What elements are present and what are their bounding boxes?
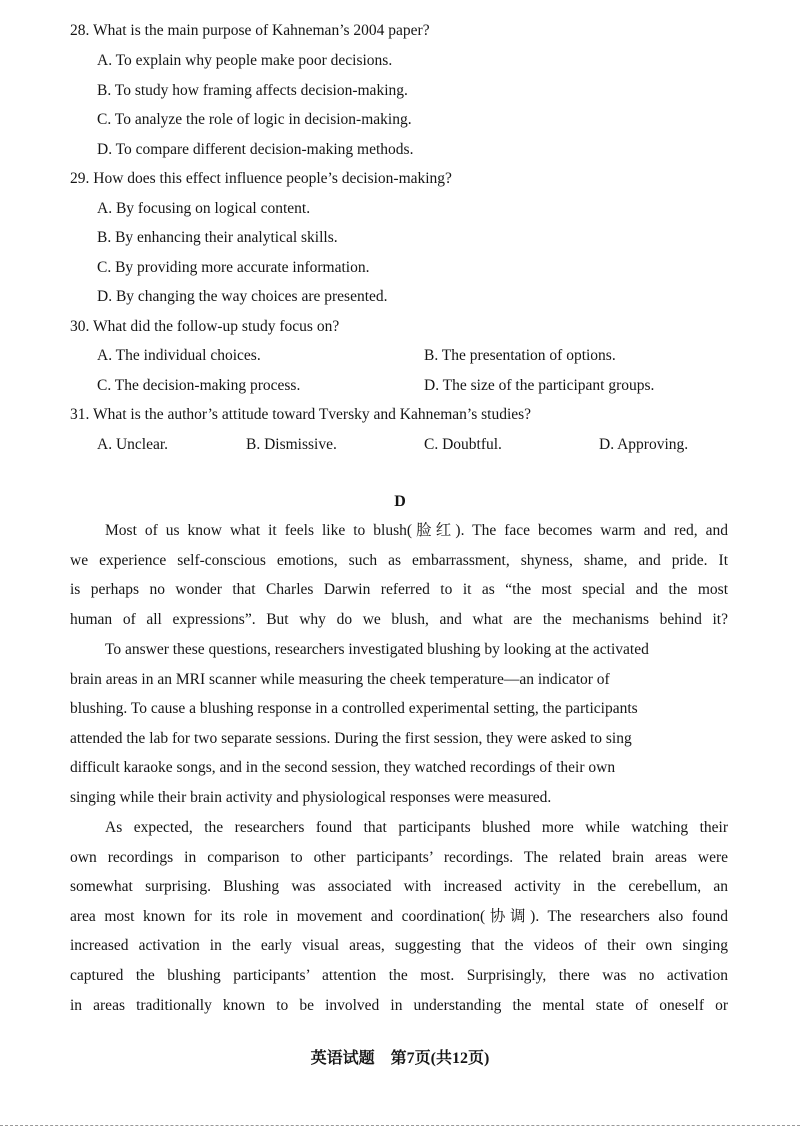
question-31-option-d: D. Approving. bbox=[599, 436, 689, 453]
passage-line: is perhaps no wonder that Charles Darwin referred to it as “the most special and the most bbox=[70, 581, 728, 599]
question-31-option-a: A. Unclear. bbox=[97, 436, 169, 453]
passage-line: we experience self-conscious emotions, such as embarrassment, shyness, shame, and pride. It bbox=[70, 551, 728, 569]
question-28-stem: 28. What is the main purpose of Kahneman’s 2004 paper? bbox=[70, 22, 430, 39]
question-31-stem: 31. What is the author’s attitude toward Tversky and Kahneman’s studies? bbox=[70, 406, 532, 423]
question-31-option-c: C. Doubtful. bbox=[424, 436, 502, 453]
question-29-stem: 29. How does this effect influence people’s decision-making? bbox=[70, 170, 452, 187]
passage-line: attended the lab for two separate sessions. During the first session, they were asked to sing bbox=[70, 729, 632, 747]
passage-line: singing while their brain activity and physiological responses were measured. bbox=[70, 788, 552, 806]
passage-line: in areas traditionally known to be involved in understanding the mental state of oneself or bbox=[70, 996, 728, 1014]
passage-paragraph-2 bbox=[70, 635, 728, 813]
question-29-option-d: D. By changing the way choices are presented. bbox=[97, 288, 388, 305]
question-29-option-c: C. By providing more accurate information. bbox=[97, 259, 370, 276]
question-30-option-b: B. The presentation of options. bbox=[424, 347, 616, 364]
passage-line: human of all expressions”. But why do we blush, and what are the mechanisms behind it? bbox=[70, 610, 728, 628]
question-30-option-d: D. The size of the participant groups. bbox=[424, 377, 655, 394]
passage-line: increased activation in the early visual areas, suggesting that the videos of their own singing bbox=[70, 937, 728, 955]
question-30-option-a: A. The individual choices. bbox=[97, 347, 261, 364]
question-29-option-a: A. By focusing on logical content. bbox=[97, 200, 311, 217]
question-30-stem: 30. What did the follow-up study focus on? bbox=[70, 318, 340, 335]
passage-line: area most known for its role in movement and coordination(协调). The researchers also found bbox=[70, 907, 728, 925]
page-footer: 英语试题 第7页(共12页) bbox=[310, 1050, 490, 1067]
passage-line: Most of us know what it feels like to blush(脸红). The face becomes warm and red, and bbox=[105, 522, 728, 539]
passage-line: own recordings in comparison to other participants’ recordings. The related brain areas were bbox=[70, 848, 728, 866]
passage-paragraph-1 bbox=[70, 516, 728, 634]
section-title: D bbox=[394, 493, 406, 510]
question-28-option-d: D. To compare different decision-making methods. bbox=[97, 141, 414, 158]
question-30-option-c: C. The decision-making process. bbox=[97, 377, 301, 394]
passage-line: somewhat surprising. Blushing was associated with increased activity in the cerebellum, an bbox=[70, 878, 728, 896]
question-29-option-b: B. By enhancing their analytical skills. bbox=[97, 229, 338, 246]
passage-line: captured the blushing participants’ attention the most. Surprisingly, there was no activation bbox=[70, 966, 728, 984]
passage-line: blushing. To cause a blushing response in a controlled experimental setting, the participants bbox=[70, 700, 638, 718]
question-28-option-a: A. To explain why people make poor decisions. bbox=[97, 52, 393, 69]
passage-line: difficult karaoke songs, and in the second session, they watched recordings of their own bbox=[70, 759, 616, 777]
question-28-option-b: B. To study how framing affects decision-making. bbox=[97, 82, 408, 99]
question-31-option-b: B. Dismissive. bbox=[246, 436, 337, 453]
question-28-option-c: C. To analyze the role of logic in decision-making. bbox=[97, 111, 412, 128]
page-divider bbox=[0, 1125, 800, 1126]
passage-paragraph-3 bbox=[70, 813, 728, 1020]
passage-line: To answer these questions, researchers investigated blushing by looking at the activated bbox=[105, 641, 649, 658]
passage-line: As expected, the researchers found that participants blushed more while watching their bbox=[105, 819, 728, 836]
passage-line: brain areas in an MRI scanner while measuring the cheek temperature—an indicator of bbox=[70, 670, 610, 688]
